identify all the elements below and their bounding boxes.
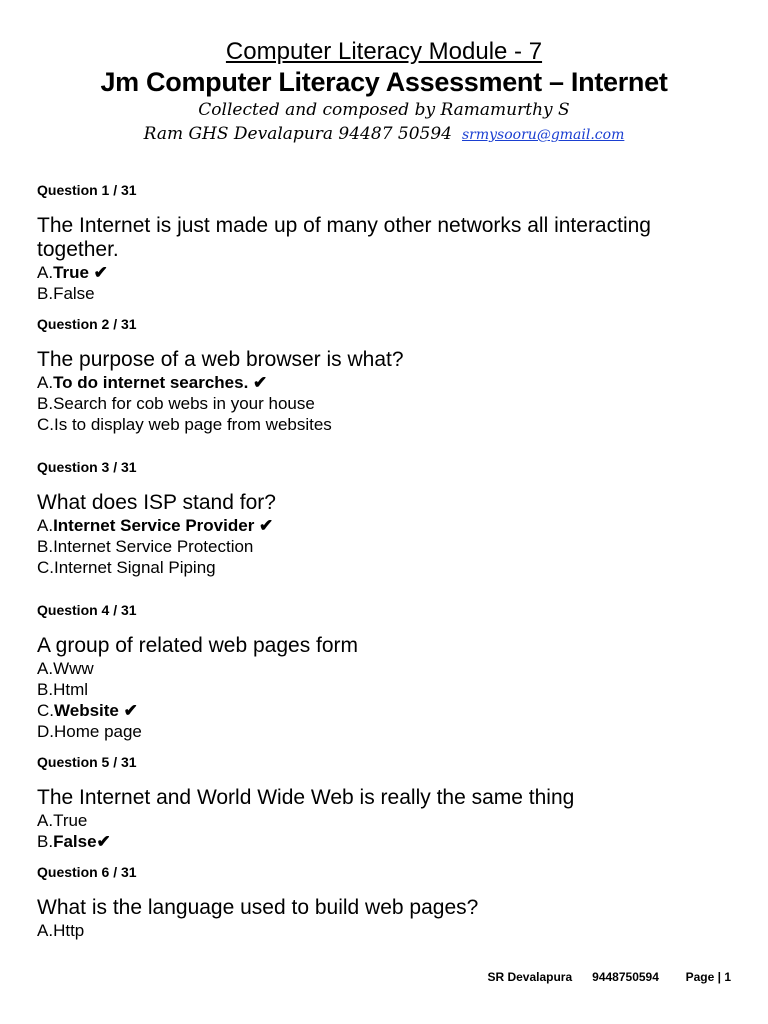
- question-text: The Internet and World Wide Web is really the same thing: [37, 786, 575, 809]
- option-b: [37, 393, 737, 414]
- option-letter: A.: [37, 516, 54, 535]
- option-text: Search for cob webs in your house: [53, 394, 315, 413]
- module-title: Computer Literacy Module - 7: [225, 38, 543, 65]
- option-text: False: [53, 284, 95, 303]
- option-letter: A.: [37, 811, 54, 830]
- document-header: [0, 38, 768, 147]
- option-letter: D.: [37, 722, 54, 741]
- option-d: [37, 721, 737, 742]
- question-label: Question 3 / 31: [37, 459, 137, 475]
- option-letter: C.: [37, 558, 54, 577]
- option-text: Http: [53, 921, 85, 940]
- option-text: Home page: [54, 722, 142, 741]
- option-b: [37, 283, 737, 304]
- option-letter: B.: [37, 284, 54, 303]
- question-text: The Internet is just made up of many other networks all interacting together.: [37, 214, 651, 261]
- option-a: [37, 658, 737, 679]
- option-a: [37, 920, 737, 941]
- question-text: The purpose of a web browser is what?: [37, 348, 404, 371]
- correct-answer: Internet Service Provider ✔: [53, 516, 274, 535]
- footer-name: SR Devalapura: [487, 970, 573, 984]
- collected-by-line: Collected and composed by Ramamurthy S: [198, 100, 570, 120]
- option-text: True: [53, 811, 88, 830]
- option-text: Internet Signal Piping: [54, 558, 216, 577]
- option-letter: A.: [37, 659, 54, 678]
- option-b: [37, 831, 737, 852]
- footer-page-number: 1: [724, 970, 731, 984]
- correct-answer: To do internet searches. ✔: [53, 373, 268, 392]
- option-letter: C.: [37, 701, 54, 720]
- author-line: [0, 122, 768, 147]
- question-label: Question 5 / 31: [37, 754, 137, 770]
- option-b: [37, 679, 737, 700]
- option-letter: B.: [37, 537, 54, 556]
- question-label: Question 6 / 31: [37, 864, 137, 880]
- option-letter: B.: [37, 832, 54, 851]
- option-a: [37, 515, 737, 536]
- option-text: Is to display web page from websites: [54, 415, 332, 434]
- option-letter: A.: [37, 921, 54, 940]
- option-a: [37, 810, 737, 831]
- correct-answer: True ✔: [53, 263, 108, 282]
- question-6: [37, 862, 737, 941]
- option-letter: A.: [37, 373, 54, 392]
- correct-answer: Website ✔: [54, 701, 138, 720]
- question-4: [37, 600, 737, 742]
- option-letter: B.: [37, 394, 54, 413]
- question-label: Question 1 / 31: [37, 182, 137, 198]
- author-school-phone: Ram GHS Devalapura 94487 50594: [143, 124, 452, 144]
- option-c: [37, 414, 737, 435]
- question-label: Question 4 / 31: [37, 602, 137, 618]
- option-letter: A.: [37, 263, 54, 282]
- question-text: What does ISP stand for?: [37, 491, 276, 514]
- option-a: [37, 372, 737, 393]
- assessment-title: Jm Computer Literacy Assessment – Internet: [100, 67, 668, 97]
- question-label: Question 2 / 31: [37, 316, 137, 332]
- page-footer: [487, 970, 731, 984]
- option-letter: C.: [37, 415, 54, 434]
- correct-answer: False✔: [53, 832, 111, 851]
- option-c: [37, 700, 737, 721]
- option-c: [37, 557, 737, 578]
- question-3: [37, 457, 737, 578]
- option-b: [37, 536, 737, 557]
- question-1: [37, 180, 737, 304]
- option-text: Html: [53, 680, 89, 699]
- footer-separator: |: [717, 970, 721, 984]
- option-text: Internet Service Protection: [53, 537, 254, 556]
- option-text: Www: [53, 659, 94, 678]
- question-list: [37, 180, 737, 941]
- question-2: [37, 314, 737, 435]
- option-a: [37, 262, 737, 283]
- footer-page-label: Page: [685, 970, 715, 984]
- option-letter: B.: [37, 680, 54, 699]
- question-5: [37, 752, 737, 852]
- question-text: What is the language used to build web pages?: [37, 896, 479, 919]
- question-text: A group of related web pages form: [37, 634, 359, 657]
- footer-phone: 9448750594: [592, 970, 659, 984]
- email-link[interactable]: srmysooru@gmail.com: [462, 127, 625, 143]
